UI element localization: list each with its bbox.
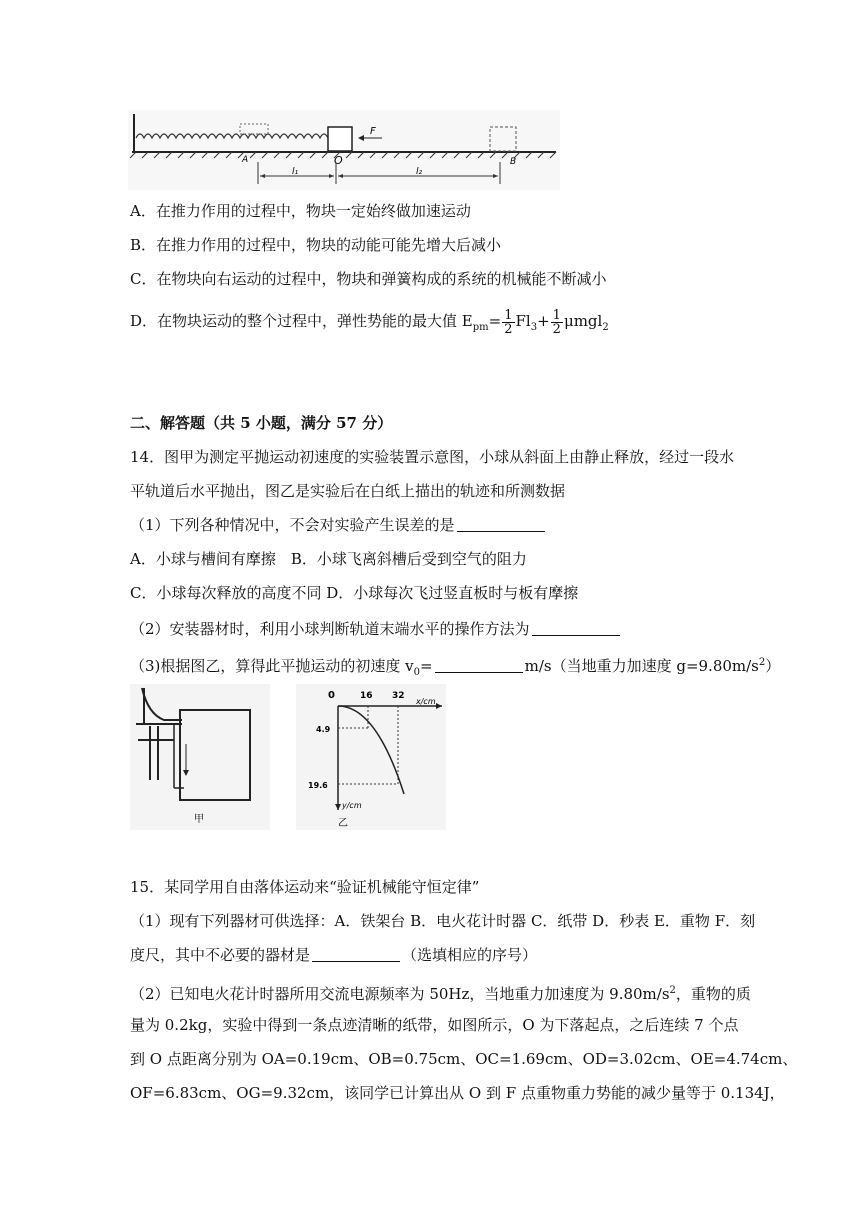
answer-blank [532,619,620,636]
label-l2: l₂ [416,167,423,177]
answer-blank [312,945,400,962]
q13-option-c: C．在物块向右运动的过程中，物块和弹簧构成的系统的机械能不断减小 [130,270,607,288]
q14-stem-line2: 平轨道后水平抛出，图乙是实验后在白纸上描出的轨迹和所测数据 [130,482,566,500]
q14-options-cd: C．小球每次释放的高度不同 D．小球每次飞过竖直板时与板有摩擦 [130,584,579,602]
trajectory-figure [296,684,446,830]
y-tick-4-9: 4.9 [316,725,331,734]
fraction-half: $\frac{1}{2}$ [504,307,513,337]
label-l1: l₁ [292,167,299,177]
q15-part1-line1: （1）现有下列器材可供选择：A．铁架台 B．电火花计时器 C．纸带 D．秒表 E．重物 F．刻 [130,912,756,930]
x-tick-32: 32 [392,691,405,701]
y-tick-19-6: 19.6 [308,781,328,790]
q14-part2: （2）安装器材时，利用小球判断轨道末端水平的操作方法为 [130,618,622,640]
apparatus-figure [130,684,270,830]
q15-part2-line2: 量为 0.2kg，实验中得到一条点迹清晰的纸带，如图所示，O 为下落起点，之后连续 7 个点 [130,1016,739,1034]
q13-option-b: B．在推力作用的过程中，物块的动能可能先增大后减小 [130,236,502,254]
section-heading: 二、解答题（共 5 小题，满分 57 分） [130,414,393,432]
q15-part2-line4: OF=6.83cm、OG=9.32cm，该同学已计算出从 O 到 F 点重物重力势能的减少量等于 0.134J， [130,1084,785,1102]
spring-block-figure [128,110,560,190]
q14-part1: （1）下列各种情况中，不会对实验产生误差的是 [130,514,547,536]
answer-blank [457,515,545,532]
q13-option-d: D．在物块运动的整个过程中，弹性势能的最大值 $E_{pm}=$ $\frac{1}{2}$ $Fl_3+$ $\frac{1}{2}$ μmgl$_2$ [130,307,609,337]
q14-part3: （3)根据图乙，算得此平抛运动的初速度 $v_0= m/s$（当地重力加速度 $g=9.80m/s^2$） [130,657,781,678]
q14-stem-line1: 14．图甲为测定平抛运动初速度的实验装置示意图，小球从斜面上由静止释放，经过一段水 [130,448,735,466]
label-b: B [510,157,517,167]
q13-option-a: A．在推力作用的过程中，物块一定始终做加速运动 [130,202,471,220]
origin-label: 0 [328,690,335,701]
fraction-half: $\frac{1}{2}$ [552,307,561,337]
q15-stem: 15．某同学用自由落体运动来“验证机械能守恒定律” [130,878,480,896]
answer-blank [435,656,523,673]
label-f: F [370,126,376,137]
x-tick-16: 16 [360,691,373,701]
caption-yi: 乙 [338,818,348,829]
q15-part2-line3: 到 O 点距离分别为 OA=0.19cm、OB=0.75cm、OC=1.69cm、OD=3.02cm、OE=4.74cm、 [130,1050,798,1068]
x-axis-label: x/cm [416,697,436,706]
q15-part1-line2: 度尺，其中不必要的器材是 （选填相应的序号） [130,946,538,964]
q14-options-ab: A．小球与槽间有摩擦 B．小球飞离斜槽后受到空气的阻力 [130,550,527,568]
q15-part2-line1: （2）已知电火花计时器所用交流电源频率为 50Hz，当地重力加速度为 $9.80m/s^2$，重物的质 [130,985,751,1003]
caption-jia: 甲 [194,814,204,825]
label-o: O [334,154,343,167]
y-axis-label: y/cm [342,801,362,810]
block [328,127,352,151]
label-a: A [242,155,249,165]
